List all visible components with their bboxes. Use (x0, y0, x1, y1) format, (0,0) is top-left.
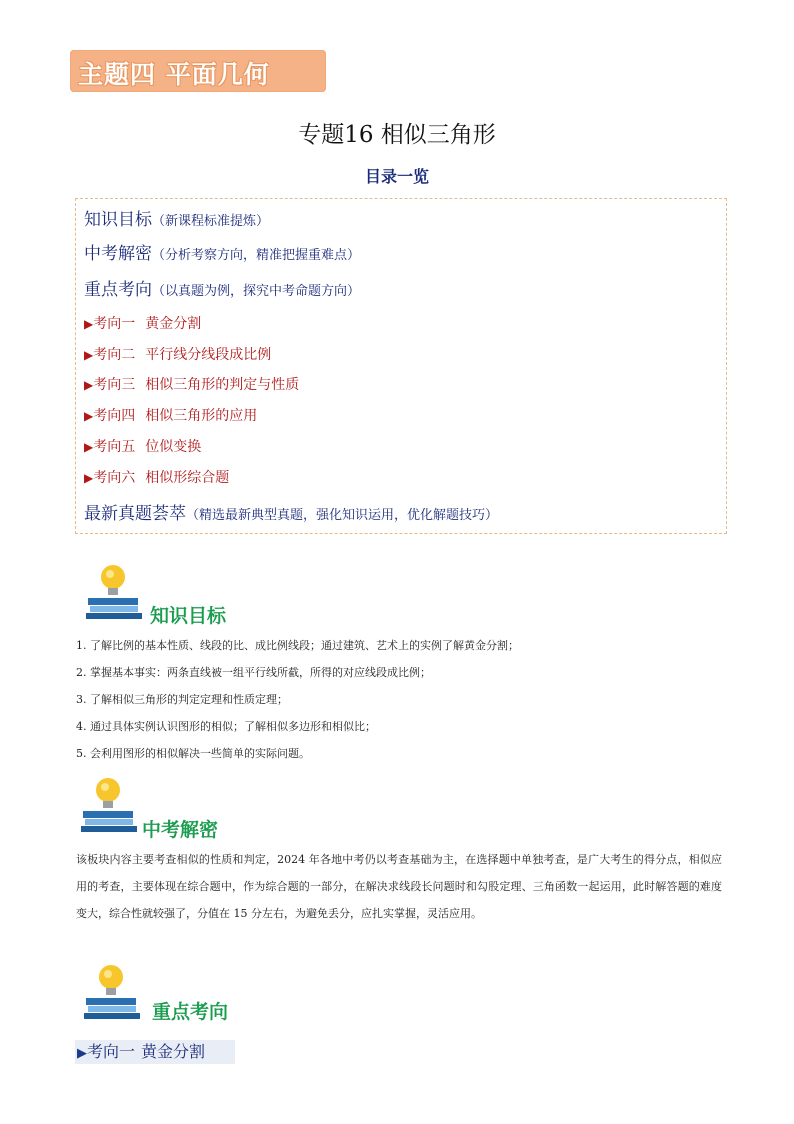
toc-item-text: 位似变换 (145, 439, 202, 455)
document-title: 专题16 相似三角形 (298, 122, 496, 148)
toc-item-text: 黄金分割 (145, 316, 202, 332)
toc-item-text: 平行线分线段成比例 (145, 347, 272, 363)
lightbulb-books-icon (80, 562, 150, 622)
toc-item-5[interactable] (84, 436, 201, 456)
triangle-right-icon: ▶ (84, 348, 94, 362)
triangle-right-icon: ▶ (77, 1046, 87, 1061)
toc-entry-note: （新课程标准提炼） (152, 214, 270, 229)
triangle-right-icon: ▶ (84, 471, 94, 485)
toc-item-3[interactable] (84, 374, 299, 394)
toc-item-2[interactable] (84, 344, 271, 364)
topic-banner (70, 50, 326, 92)
section-title-knowledge: 知识目标 (150, 605, 227, 627)
knowledge-item-4: 4. 通过具体实例认识图形的相似；了解相似多边形和相似比； (76, 720, 376, 733)
toc-heading: 目录一览 (364, 167, 429, 186)
toc-item-text: 相似三角形的应用 (145, 408, 258, 424)
knowledge-item-2: 2. 掌握基本事实：两条直线被一组平行线所截，所得的对应线段成比例； (76, 666, 431, 679)
toc-box (75, 198, 727, 534)
banner-text: 主题四 平面几何 (78, 60, 270, 89)
toc-entry-knowledge[interactable] (84, 205, 269, 230)
toc-item-label: 考向四 (93, 408, 136, 424)
toc-item-6[interactable] (84, 467, 229, 487)
triangle-right-icon: ▶ (84, 440, 94, 454)
lightbulb-books-icon (75, 775, 145, 835)
toc-entry-note: （精选最新典型真题，强化知识运用，优化解题技巧） (186, 508, 499, 523)
knowledge-item-5: 5. 会利用图形的相似解决一些简单的实际问题。 (76, 747, 310, 760)
toc-item-label: 考向一 (93, 316, 136, 332)
knowledge-item-1: 1. 了解比例的基本性质、线段的比、成比例线段；通过建筑、艺术上的实例了解黄金分割； (76, 639, 519, 652)
toc-entry-title: 重点考向 (84, 280, 152, 300)
toc-entry-latest[interactable] (84, 499, 498, 524)
toc-entry-title: 最新真题荟萃 (84, 504, 186, 524)
toc-entry-decode[interactable] (84, 239, 360, 264)
section-title-decode: 中考解密 (142, 819, 219, 841)
toc-item-label: 考向六 (93, 470, 136, 486)
toc-item-label: 考向五 (93, 439, 136, 455)
toc-item-4[interactable] (84, 405, 257, 425)
toc-entry-note: （以真题为例，探究中考命题方向） (152, 284, 361, 299)
toc-item-text: 相似形综合题 (145, 470, 230, 486)
focus-item-text: 黄金分割 (141, 1042, 206, 1061)
focus-item-label: 考向一 (87, 1042, 136, 1061)
toc-item-label: 考向三 (93, 377, 136, 393)
toc-entry-focus[interactable] (84, 275, 360, 300)
toc-entry-note: （分析考察方向，精准把握重难点） (152, 248, 361, 263)
triangle-right-icon: ▶ (84, 378, 94, 392)
section-title-focus: 重点考向 (152, 1001, 229, 1023)
focus-item-1 (75, 1040, 235, 1064)
toc-entry-title: 中考解密 (84, 244, 152, 264)
toc-item-text: 相似三角形的判定与性质 (145, 377, 300, 393)
triangle-right-icon: ▶ (84, 317, 94, 331)
decode-paragraph: 该板块内容主要考查相似的性质和判定，2024 年各地中考仍以考查基础为主，在选择题中单独考查，是广大考生的得分点，相似应用的考查，主要体现在综合题中，作为综合题的一部分，在解决求线段长问题时和勾股定理、三角函数一起运用，此时解答题的难度变大，综合性就较强了，分值在 15 分左右，为避免丢分，应扎实掌握，灵活应用。 (76, 853, 722, 920)
triangle-right-icon: ▶ (84, 409, 94, 423)
lightbulb-books-icon (78, 962, 148, 1022)
knowledge-item-3: 3. 了解相似三角形的判定定理和性质定理； (76, 693, 288, 706)
toc-item-1[interactable] (84, 313, 201, 333)
toc-entry-title: 知识目标 (84, 210, 152, 230)
toc-item-label: 考向二 (93, 347, 136, 363)
